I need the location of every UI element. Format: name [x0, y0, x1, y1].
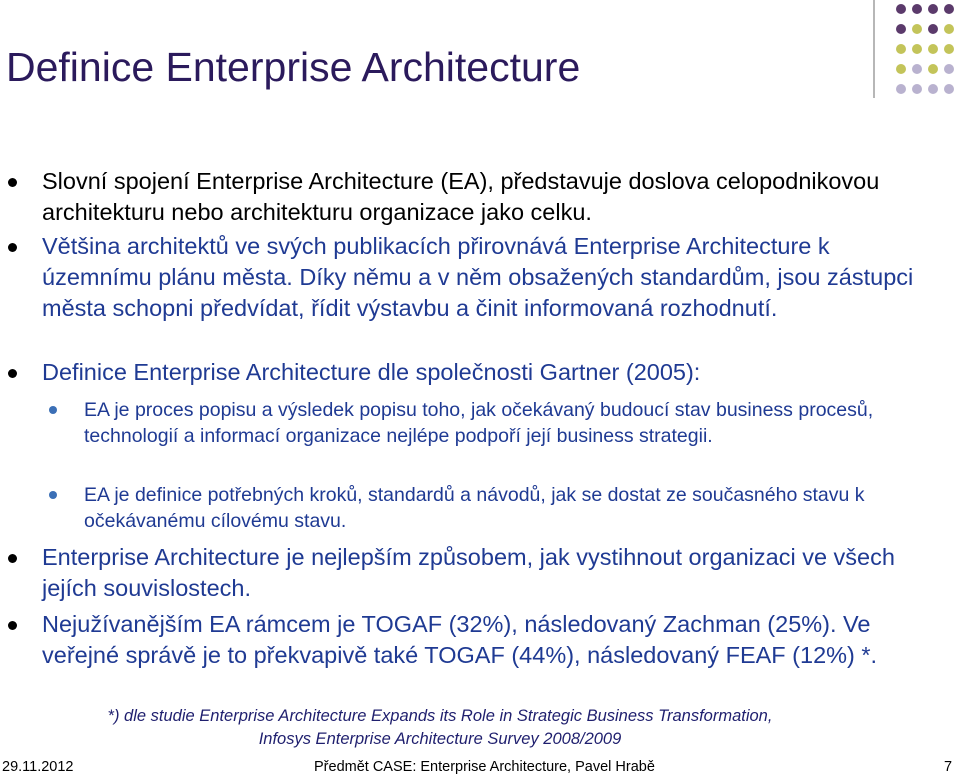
decorative-dot — [896, 24, 906, 34]
decorative-dot — [944, 64, 954, 74]
decorative-dot — [912, 44, 922, 54]
decorative-dot — [896, 84, 906, 94]
footnote-line-2: Infosys Enterprise Architecture Survey 2008/2009 — [258, 730, 622, 748]
bullet-item: Enterprise Architecture je nejlepším způsobem, jak vystihnout organizaci ve všech jejích souvislostech. — [42, 542, 942, 604]
decorative-dot — [912, 4, 922, 14]
decorative-dot — [928, 24, 938, 34]
footnote-line-1: *) dle studie Enterprise Architecture Expands its Role in Strategic Business Transformation, — [107, 707, 773, 725]
bullet-dot-icon — [8, 243, 17, 252]
bullet-dot-icon — [8, 369, 17, 378]
decorative-dot-grid — [896, 0, 960, 100]
bullet-dot-icon — [8, 621, 17, 630]
decorative-dot — [928, 84, 938, 94]
decorative-dot — [912, 84, 922, 94]
bullet-dot-icon — [8, 554, 17, 563]
decorative-dot — [896, 4, 906, 14]
decorative-dot — [944, 24, 954, 34]
sub-bullet-item: EA je proces popisu a výsledek popisu toho, jak očekávaný budoucí stav business procesů, technologií a informací organizace nejlépe podpoří její business strategii. — [84, 397, 884, 449]
decorative-dot — [896, 64, 906, 74]
decorative-dot — [896, 44, 906, 54]
decorative-divider — [873, 0, 875, 98]
decorative-dot — [912, 24, 922, 34]
bullet-dot-icon — [8, 178, 17, 187]
sub-bullet-dot-icon — [49, 406, 57, 414]
decorative-dot — [928, 64, 938, 74]
decorative-dot — [912, 64, 922, 74]
decorative-dot — [928, 4, 938, 14]
footer-page-number: 7 — [944, 759, 953, 775]
bullet-item: Definice Enterprise Architecture dle společnosti Gartner (2005): — [42, 357, 942, 388]
bullet-item: Většina architektů ve svých publikacích přirovnává Enterprise Architecture k územnímu plánu města. Díky němu a v něm obsažených standardům, jsou zástupci města schopni předvídat, řídit výstavbu a činit informovaná rozhodnutí. — [42, 231, 942, 324]
footnote — [0, 705, 880, 751]
decorative-dot — [944, 44, 954, 54]
decorative-dot — [944, 4, 954, 14]
slide-title: Definice Enterprise Architecture — [6, 44, 581, 90]
decorative-dot — [928, 44, 938, 54]
footer-subject: Předmět CASE: Enterprise Architecture, Pavel Hrabě — [314, 759, 655, 775]
decorative-dot — [944, 84, 954, 94]
bullet-item: Nejužívanějším EA rámcem je TOGAF (32%), následovaný Zachman (25%). Ve veřejné správě je to překvapivě také TOGAF (44%), následovaný FEAF (12%) *. — [42, 609, 942, 671]
sub-bullet-dot-icon — [49, 491, 57, 499]
sub-bullet-item: EA je definice potřebných kroků, standardů a návodů, jak se dostat ze současného stavu k očekávanému cílovému stavu. — [84, 482, 884, 534]
bullet-item: Slovní spojení Enterprise Architecture (EA), představuje doslova celopodnikovou architekturu nebo architekturu organizace jako celku. — [42, 166, 942, 228]
footer-date: 29.11.2012 — [2, 759, 74, 775]
